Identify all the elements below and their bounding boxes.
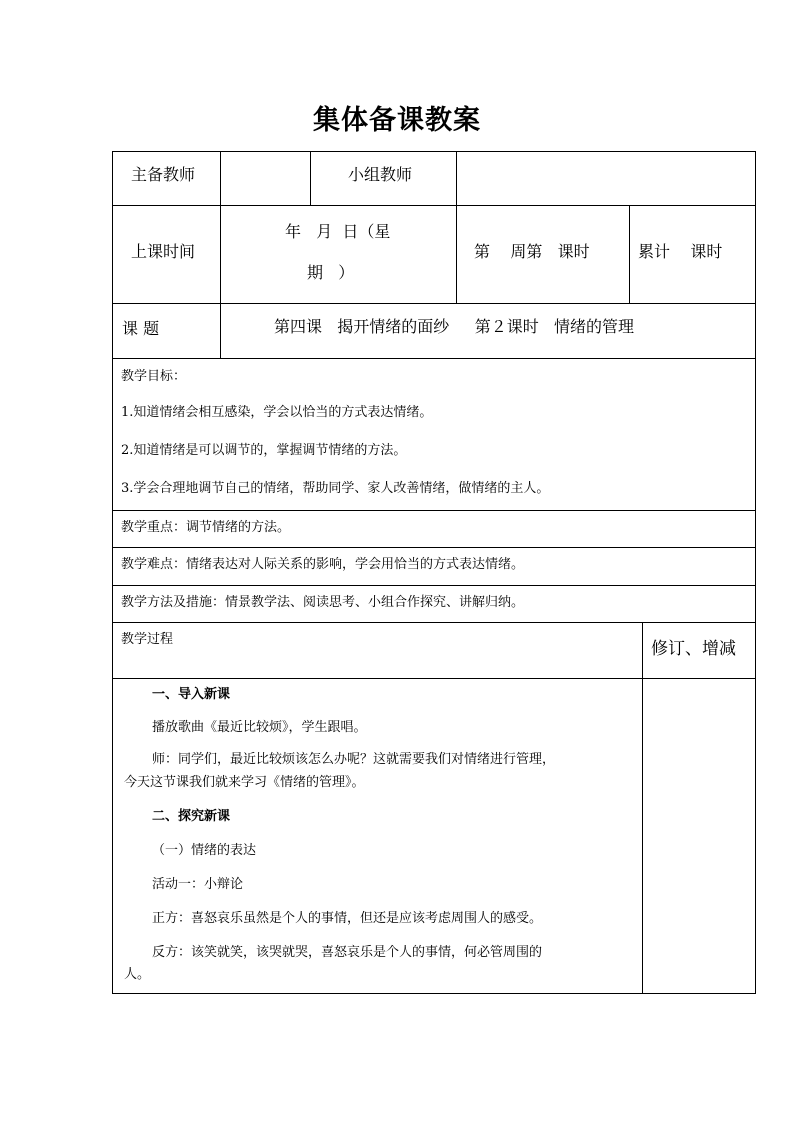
revision-label: 修订、增减 xyxy=(651,639,736,659)
activity-heading: 活动一：小辩论 xyxy=(152,877,244,892)
key-point: 教学重点：调节情绪的方法。 xyxy=(121,520,291,535)
row-divider xyxy=(112,510,756,511)
group-teacher-label: 小组教师 xyxy=(348,165,413,184)
section-heading: 一、导入新课 xyxy=(152,687,231,702)
topic-label: 课 题 xyxy=(122,319,160,338)
class-time-label: 上课时间 xyxy=(131,242,196,261)
goal-item: 1.知道情绪会相互感染，学会以恰当的方式表达情绪。 xyxy=(121,405,433,420)
goals-heading: 教学目标： xyxy=(121,369,187,384)
goal-item: 2.知道情绪是可以调节的，掌握调节情绪的方法。 xyxy=(121,443,407,458)
difficulty: 教学难点：情绪表达对人际关系的影响，学会用恰当的方式表达情绪。 xyxy=(121,557,525,572)
page-title: 集体备课教案 xyxy=(313,105,481,136)
main-teacher-label: 主备教师 xyxy=(131,165,196,184)
col-divider xyxy=(629,205,630,303)
week-period: 第 周第 课时 xyxy=(474,242,590,261)
col-divider xyxy=(220,303,221,358)
pro-argument: 正方：喜怒哀乐虽然是个人的事情，但还是应该考虑周围人的感受。 xyxy=(152,911,543,926)
con-argument: 反方：该笑就笑，该哭就哭，喜怒哀乐是个人的事情，何必管周围的 xyxy=(152,945,543,960)
process-paragraph: 今天这节课我们就来学习《情绪的管理》。 xyxy=(124,775,365,790)
row-divider xyxy=(112,303,756,304)
row-divider xyxy=(112,205,756,206)
process-paragraph: 师：同学们，最近比较烦该怎么办呢？这就需要我们对情绪进行管理， xyxy=(152,752,556,767)
class-date-line1: 年 月 日（星 xyxy=(285,222,391,241)
col-divider xyxy=(310,151,311,205)
sub-heading: （一）情绪的表达 xyxy=(152,843,257,858)
row-divider xyxy=(112,622,756,623)
process-label: 教学过程 xyxy=(121,632,174,647)
col-divider xyxy=(456,151,457,303)
col-divider xyxy=(220,151,221,303)
process-paragraph: 播放歌曲《最近比较烦》，学生跟唱。 xyxy=(152,720,367,735)
row-divider xyxy=(112,358,756,359)
goal-item: 3.学会合理地调节自己的情绪，帮助同学、家人改善情绪，做情绪的主人。 xyxy=(121,481,550,496)
row-divider xyxy=(112,547,756,548)
col-divider xyxy=(642,622,643,994)
lesson-plan-table xyxy=(112,151,756,994)
row-divider xyxy=(112,678,756,679)
class-date-line2: 期 ） xyxy=(307,263,355,282)
total-period: 累计 课时 xyxy=(638,242,723,261)
methods: 教学方法及措施：情景教学法、阅读思考、小组合作探究、讲解归纳。 xyxy=(121,595,525,610)
section-heading: 二、探究新课 xyxy=(152,809,231,824)
row-divider xyxy=(112,585,756,586)
con-argument: 人。 xyxy=(124,967,151,982)
topic-value: 第四课 揭开情绪的面纱 第２课时 情绪的管理 xyxy=(274,317,634,336)
